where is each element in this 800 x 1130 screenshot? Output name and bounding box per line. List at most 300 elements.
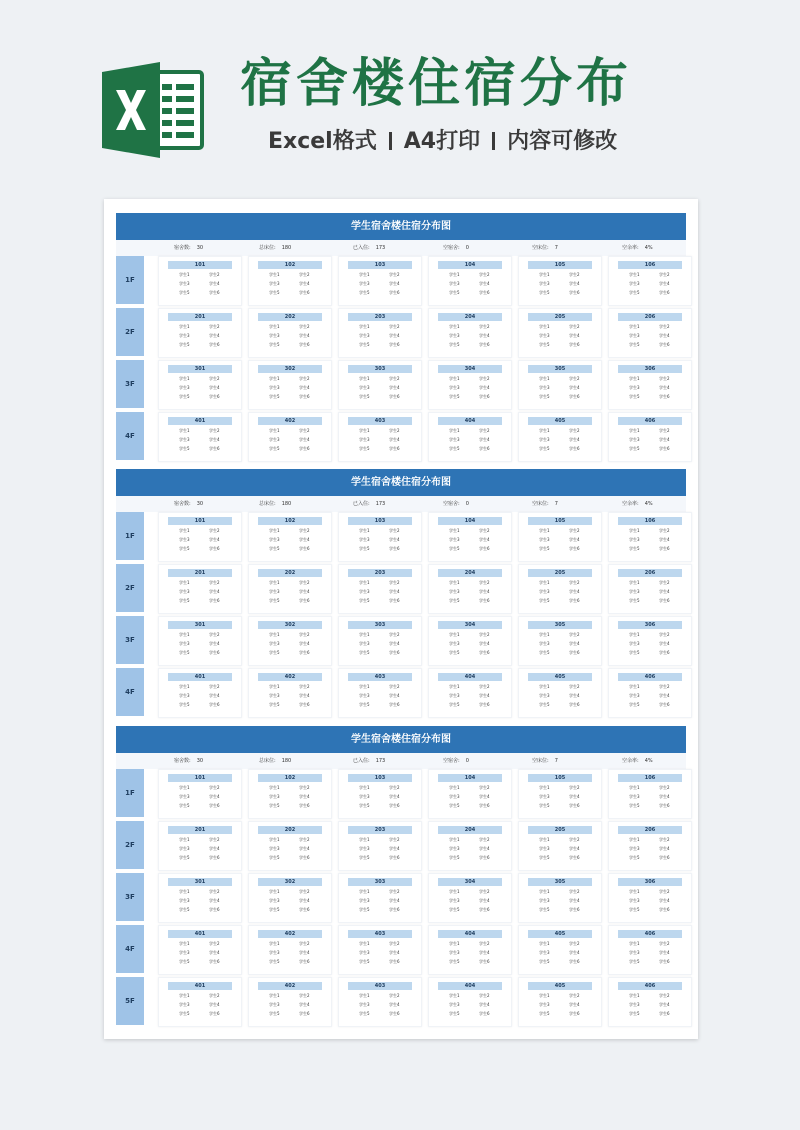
stat-value: 173 (375, 501, 386, 507)
room-number: 201 (168, 569, 232, 577)
stat-label: 已入住: (353, 758, 370, 764)
room-number: 103 (348, 261, 412, 269)
student-slot: 学生5 (359, 546, 370, 551)
student-slot: 学生4 (209, 641, 220, 646)
floor-row (116, 977, 686, 1029)
room-card (428, 308, 512, 358)
dorm-section (116, 469, 686, 720)
student-slot: 学生5 (449, 598, 460, 603)
student-slot: 学生1 (449, 580, 460, 585)
student-slot: 学生2 (569, 272, 580, 277)
stat-item (174, 753, 209, 769)
student-slot: 学生6 (569, 290, 580, 295)
student-slot: 学生6 (209, 598, 220, 603)
student-slot: 学生5 (539, 650, 550, 655)
room-card (608, 564, 692, 614)
stat-value: 0 (465, 245, 469, 251)
student-slot: 学生4 (479, 641, 490, 646)
stat-item (532, 496, 564, 512)
student-slot: 学生5 (269, 446, 280, 451)
stat-label: 空余率: (622, 245, 639, 251)
student-slot: 学生2 (209, 889, 220, 894)
room-card (608, 360, 692, 410)
student-slot: 学生3 (449, 950, 460, 955)
room-number: 105 (528, 774, 592, 782)
stat-label: 已入住: (353, 245, 370, 251)
room-card (608, 977, 692, 1027)
excel-logo-icon (102, 62, 206, 158)
stat-label: 总床位: (259, 245, 276, 251)
student-slot: 学生1 (539, 376, 550, 381)
stat-item (353, 496, 391, 512)
student-slot: 学生2 (659, 993, 670, 998)
student-slot: 学生6 (389, 290, 400, 295)
student-slot: 学生4 (389, 898, 400, 903)
student-slot: 学生2 (659, 324, 670, 329)
student-slot: 学生6 (479, 907, 490, 912)
stat-label: 空宿舍: (443, 245, 460, 251)
student-slot: 学生3 (269, 693, 280, 698)
student-slot: 学生3 (269, 537, 280, 542)
student-slot: 学生6 (209, 702, 220, 707)
student-slot: 学生1 (449, 941, 460, 946)
student-slot: 学生1 (359, 272, 370, 277)
room-number: 403 (348, 982, 412, 990)
student-slot: 学生3 (449, 333, 460, 338)
room-card (428, 925, 512, 975)
stat-label: 空余率: (622, 501, 639, 507)
student-slot: 学生2 (659, 272, 670, 277)
subtitle-print: A4打印 (403, 129, 481, 154)
stat-value: 7 (554, 758, 558, 764)
student-slot: 学生1 (449, 528, 460, 533)
student-slot: 学生6 (299, 290, 310, 295)
floor-label: 4F (116, 668, 144, 716)
room-number: 306 (618, 878, 682, 886)
floor-row (116, 769, 686, 821)
room-card (518, 412, 602, 462)
student-slot: 学生3 (179, 1002, 190, 1007)
student-slot: 学生2 (209, 428, 220, 433)
floor-row (116, 668, 686, 720)
room-number: 404 (438, 982, 502, 990)
student-slot: 学生6 (299, 546, 310, 551)
student-slot: 学生3 (449, 898, 460, 903)
student-slot: 学生4 (209, 537, 220, 542)
room-number: 102 (258, 261, 322, 269)
student-slot: 学生3 (179, 898, 190, 903)
room-card (518, 821, 602, 871)
room-number: 101 (168, 774, 232, 782)
stat-value: 30 (196, 501, 204, 507)
student-slot: 学生2 (659, 428, 670, 433)
student-slot: 学生3 (269, 333, 280, 338)
student-slot: 学生5 (269, 394, 280, 399)
room-number: 401 (168, 930, 232, 938)
room-card (338, 925, 422, 975)
student-slot: 学生1 (629, 837, 640, 842)
student-slot: 学生1 (629, 993, 640, 998)
student-slot: 学生2 (389, 632, 400, 637)
student-slot: 学生6 (299, 446, 310, 451)
student-slot: 学生2 (209, 993, 220, 998)
student-slot: 学生3 (539, 794, 550, 799)
student-slot: 学生6 (299, 650, 310, 655)
student-slot: 学生3 (269, 846, 280, 851)
stat-value: 180 (281, 501, 292, 507)
student-slot: 学生1 (269, 428, 280, 433)
student-slot: 学生6 (659, 1011, 670, 1016)
floor-row (116, 512, 686, 564)
room-number: 204 (438, 313, 502, 321)
student-slot: 学生3 (539, 437, 550, 442)
student-slot: 学生1 (449, 684, 460, 689)
student-slot: 学生1 (449, 428, 460, 433)
student-slot: 学生5 (269, 907, 280, 912)
stat-item (532, 240, 564, 256)
room-number: 303 (348, 365, 412, 373)
stat-value: 4% (644, 245, 653, 251)
student-slot: 学生3 (629, 437, 640, 442)
student-slot: 学生6 (299, 855, 310, 860)
stat-label: 宿舍数: (174, 758, 191, 764)
student-slot: 学生5 (359, 1011, 370, 1016)
room-card (608, 256, 692, 306)
room-card (428, 873, 512, 923)
student-slot: 学生2 (659, 889, 670, 894)
student-slot: 学生4 (209, 693, 220, 698)
room-number: 405 (528, 982, 592, 990)
student-slot: 学生1 (629, 580, 640, 585)
student-slot: 学生5 (359, 855, 370, 860)
student-slot: 学生4 (299, 333, 310, 338)
stat-item (259, 753, 297, 769)
student-slot: 学生4 (569, 281, 580, 286)
student-slot: 学生1 (179, 993, 190, 998)
student-slot: 学生3 (179, 437, 190, 442)
student-slot: 学生1 (539, 528, 550, 533)
student-slot: 学生1 (359, 837, 370, 842)
student-slot: 学生6 (389, 907, 400, 912)
student-slot: 学生1 (359, 324, 370, 329)
student-slot: 学生5 (629, 650, 640, 655)
student-slot: 学生6 (389, 959, 400, 964)
student-slot: 学生1 (179, 272, 190, 277)
student-slot: 学生6 (479, 394, 490, 399)
stat-item (174, 496, 209, 512)
student-slot: 学生4 (389, 333, 400, 338)
student-slot: 学生3 (359, 641, 370, 646)
room-card (608, 873, 692, 923)
student-slot: 学生3 (179, 589, 190, 594)
stat-item (174, 240, 209, 256)
student-slot: 学生2 (299, 889, 310, 894)
room-card (428, 668, 512, 718)
room-card (338, 308, 422, 358)
student-slot: 学生6 (209, 446, 220, 451)
floor-row (116, 564, 686, 616)
stat-value: 0 (465, 501, 469, 507)
student-slot: 学生6 (659, 342, 670, 347)
student-slot: 学生1 (629, 785, 640, 790)
student-slot: 学生6 (569, 1011, 580, 1016)
student-slot: 学生3 (269, 385, 280, 390)
student-slot: 学生2 (569, 376, 580, 381)
student-slot: 学生5 (449, 394, 460, 399)
student-slot: 学生2 (209, 684, 220, 689)
student-slot: 学生5 (539, 290, 550, 295)
room-card (608, 512, 692, 562)
student-slot: 学生3 (449, 693, 460, 698)
room-number: 402 (258, 930, 322, 938)
student-slot: 学生5 (539, 342, 550, 347)
student-slot: 学生5 (449, 1011, 460, 1016)
student-slot: 学生3 (629, 898, 640, 903)
student-slot: 学生1 (539, 993, 550, 998)
room-number: 303 (348, 878, 412, 886)
room-number: 205 (528, 569, 592, 577)
room-number: 404 (438, 417, 502, 425)
student-slot: 学生5 (269, 598, 280, 603)
floor-label: 2F (116, 308, 144, 356)
student-slot: 学生1 (179, 376, 190, 381)
student-slot: 学生6 (299, 1011, 310, 1016)
room-number: 105 (528, 517, 592, 525)
student-slot: 学生3 (359, 537, 370, 542)
student-slot: 学生3 (629, 589, 640, 594)
room-number: 306 (618, 365, 682, 373)
student-slot: 学生1 (269, 837, 280, 842)
stats-row (116, 240, 686, 256)
stat-value: 7 (554, 501, 558, 507)
student-slot: 学生1 (539, 785, 550, 790)
stat-label: 空床位: (532, 758, 549, 764)
student-slot: 学生3 (449, 589, 460, 594)
student-slot: 学生6 (209, 1011, 220, 1016)
student-slot: 学生6 (209, 290, 220, 295)
student-slot: 学生5 (269, 650, 280, 655)
student-slot: 学生4 (389, 537, 400, 542)
student-slot: 学生2 (479, 528, 490, 533)
student-slot: 学生6 (569, 650, 580, 655)
student-slot: 学生3 (269, 898, 280, 903)
student-slot: 学生3 (629, 950, 640, 955)
student-slot: 学生1 (269, 376, 280, 381)
student-slot: 学生2 (479, 580, 490, 585)
room-card (248, 821, 332, 871)
student-slot: 学生6 (659, 855, 670, 860)
room-card (518, 668, 602, 718)
student-slot: 学生3 (629, 537, 640, 542)
room-card (608, 769, 692, 819)
student-slot: 学生2 (569, 889, 580, 894)
student-slot: 学生4 (659, 898, 670, 903)
page-subtitle (268, 122, 688, 162)
student-slot: 学生5 (449, 290, 460, 295)
student-slot: 学生5 (629, 342, 640, 347)
student-slot: 学生3 (359, 437, 370, 442)
student-slot: 学生3 (269, 589, 280, 594)
student-slot: 学生4 (389, 589, 400, 594)
room-card (518, 873, 602, 923)
stat-item (259, 240, 297, 256)
room-number: 105 (528, 261, 592, 269)
student-slot: 学生2 (659, 941, 670, 946)
room-card (338, 616, 422, 666)
student-slot: 学生2 (299, 837, 310, 842)
student-slot: 学生2 (209, 580, 220, 585)
stat-value: 173 (375, 245, 386, 251)
stat-item (443, 240, 475, 256)
stat-value: 30 (196, 245, 204, 251)
room-number: 204 (438, 826, 502, 834)
student-slot: 学生4 (479, 385, 490, 390)
student-slot: 学生4 (479, 589, 490, 594)
stat-label: 宿舍数: (174, 245, 191, 251)
student-slot: 学生1 (449, 785, 460, 790)
room-card (158, 616, 242, 666)
room-card (428, 977, 512, 1027)
student-slot: 学生5 (269, 855, 280, 860)
room-card (428, 256, 512, 306)
student-slot: 学生3 (539, 950, 550, 955)
student-slot: 学生5 (359, 959, 370, 964)
student-slot: 学生6 (389, 650, 400, 655)
student-slot: 学生3 (269, 641, 280, 646)
student-slot: 学生2 (659, 376, 670, 381)
student-slot: 学生2 (389, 837, 400, 842)
student-slot: 学生3 (359, 281, 370, 286)
floor-row (116, 616, 686, 668)
student-slot: 学生1 (629, 889, 640, 894)
subtitle-separator (389, 132, 392, 150)
student-slot: 学生5 (359, 446, 370, 451)
student-slot: 学生5 (269, 1011, 280, 1016)
room-card (518, 308, 602, 358)
student-slot: 学生6 (389, 598, 400, 603)
stat-value: 4% (644, 501, 653, 507)
student-slot: 学生5 (629, 702, 640, 707)
student-slot: 学生2 (209, 785, 220, 790)
room-number: 404 (438, 673, 502, 681)
room-number: 402 (258, 982, 322, 990)
student-slot: 学生3 (629, 693, 640, 698)
student-slot: 学生2 (299, 272, 310, 277)
student-slot: 学生4 (299, 1002, 310, 1007)
room-number: 106 (618, 261, 682, 269)
student-slot: 学生4 (569, 437, 580, 442)
student-slot: 学生4 (299, 641, 310, 646)
student-slot: 学生6 (389, 702, 400, 707)
student-slot: 学生3 (359, 589, 370, 594)
student-slot: 学生4 (569, 794, 580, 799)
student-slot: 学生4 (299, 537, 310, 542)
room-card (428, 616, 512, 666)
student-slot: 学生6 (209, 803, 220, 808)
student-slot: 学生2 (479, 428, 490, 433)
student-slot: 学生4 (299, 589, 310, 594)
stat-label: 空宿舍: (443, 501, 460, 507)
student-slot: 学生1 (629, 684, 640, 689)
student-slot: 学生5 (179, 546, 190, 551)
student-slot: 学生3 (449, 641, 460, 646)
student-slot: 学生5 (539, 702, 550, 707)
student-slot: 学生5 (539, 446, 550, 451)
student-slot: 学生3 (539, 693, 550, 698)
student-slot: 学生1 (359, 428, 370, 433)
student-slot: 学生4 (389, 693, 400, 698)
student-slot: 学生2 (479, 324, 490, 329)
room-number: 101 (168, 517, 232, 525)
student-slot: 学生4 (209, 589, 220, 594)
student-slot: 学生1 (539, 580, 550, 585)
room-card (158, 308, 242, 358)
student-slot: 学生5 (629, 290, 640, 295)
stats-row (116, 496, 686, 512)
stat-label: 空床位: (532, 245, 549, 251)
student-slot: 学生2 (209, 376, 220, 381)
student-slot: 学生3 (179, 281, 190, 286)
floor-row (116, 360, 686, 412)
student-slot: 学生1 (629, 428, 640, 433)
room-number: 202 (258, 313, 322, 321)
student-slot: 学生5 (179, 290, 190, 295)
student-slot: 学生1 (179, 889, 190, 894)
student-slot: 学生4 (299, 898, 310, 903)
room-card (248, 512, 332, 562)
student-slot: 学生4 (659, 333, 670, 338)
student-slot: 学生4 (659, 846, 670, 851)
subtitle-editable: 内容可修改 (507, 129, 618, 154)
student-slot: 学生6 (659, 546, 670, 551)
student-slot: 学生5 (629, 546, 640, 551)
student-slot: 学生6 (389, 446, 400, 451)
student-slot: 学生6 (479, 290, 490, 295)
student-slot: 学生2 (299, 324, 310, 329)
student-slot: 学生4 (209, 898, 220, 903)
student-slot: 学生3 (359, 333, 370, 338)
student-slot: 学生4 (569, 333, 580, 338)
student-slot: 学生2 (389, 272, 400, 277)
student-slot: 学生2 (389, 528, 400, 533)
student-slot: 学生3 (539, 537, 550, 542)
dorm-section (116, 726, 686, 1029)
student-slot: 学生1 (269, 684, 280, 689)
student-slot: 学生5 (269, 546, 280, 551)
student-slot: 学生1 (629, 272, 640, 277)
student-slot: 学生2 (479, 941, 490, 946)
student-slot: 学生2 (569, 580, 580, 585)
dorm-section (116, 213, 686, 464)
stat-item (259, 496, 297, 512)
student-slot: 学生4 (209, 385, 220, 390)
student-slot: 学生1 (179, 684, 190, 689)
student-slot: 学生1 (269, 889, 280, 894)
student-slot: 学生3 (629, 794, 640, 799)
student-slot: 学生6 (209, 855, 220, 860)
student-slot: 学生1 (539, 941, 550, 946)
student-slot: 学生5 (539, 394, 550, 399)
room-number: 304 (438, 621, 502, 629)
student-slot: 学生3 (359, 1002, 370, 1007)
student-slot: 学生6 (479, 855, 490, 860)
room-card (518, 360, 602, 410)
student-slot: 学生3 (179, 537, 190, 542)
student-slot: 学生2 (299, 428, 310, 433)
sheet-title: 学生宿舍楼住宿分布图 (116, 213, 686, 240)
student-slot: 学生5 (359, 650, 370, 655)
student-slot: 学生1 (539, 889, 550, 894)
